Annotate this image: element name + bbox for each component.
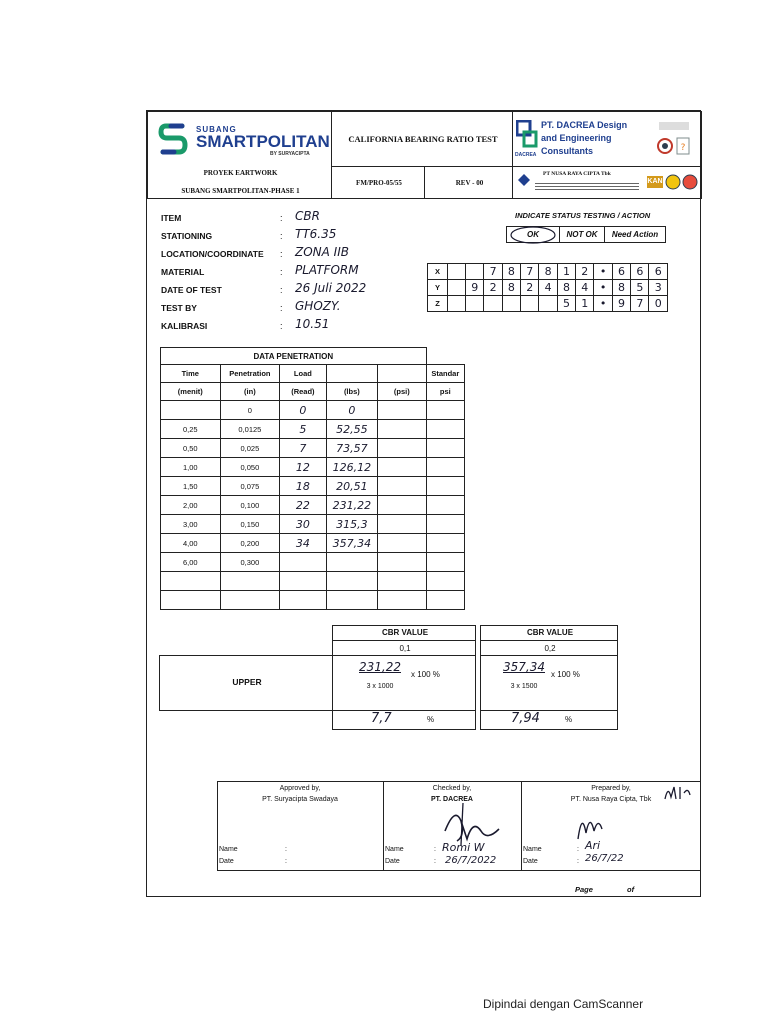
coord-cell: 2 [576,264,594,280]
penetration-cell: 0,25 [161,420,221,439]
info-value: 10.51 [295,317,330,331]
penetration-header-cell: Load [280,365,326,383]
coord-cell: 8 [539,264,557,280]
penetration-cell: 1,00 [161,458,221,477]
penetration-header-cell: psi [426,383,464,401]
coord-cell: 8 [612,280,630,296]
penetration-cell [426,401,464,420]
rev-box [424,166,513,199]
doc-title-box [331,111,513,167]
cbr-value-1-header [332,625,476,641]
prepared-company: PT. Nusa Raya Cipta, Tbk [570,796,652,803]
nrc-logo-icon [517,173,531,187]
coord-cell [502,296,520,312]
penetration-cell [220,591,280,610]
info-colon: : [280,285,283,295]
penetration-cell [280,591,326,610]
penetration-cell [378,515,426,534]
cbr-value-1-depth: 0,1 [399,644,411,653]
penetration-cell: 0 [220,401,280,420]
info-colon: : [280,213,283,223]
penetration-cell: 0,050 [220,458,280,477]
info-value: PLATFORM [295,263,359,277]
penetration-cell: 0,0125 [220,420,280,439]
penetration-cell [378,439,426,458]
brand-main-text: SMARTPOLITAN [196,132,330,151]
penetration-cell [426,534,464,553]
penetration-cell [280,572,326,591]
coord-cell: 8 [557,280,575,296]
penetration-cell [326,572,378,591]
coord-cell [448,296,466,312]
data-penetration-table [160,347,465,610]
penetration-header-cell: (menit) [161,383,221,401]
dacrea-logo-icon [516,120,538,150]
penetration-cell: 0,025 [220,439,280,458]
penetration-cell: 0,100 [220,496,280,515]
penetration-cell [161,572,221,591]
penetration-row [161,591,465,610]
checked-date-colon: : [434,858,436,865]
penetration-header-cell [326,365,378,383]
penetration-cell [220,572,280,591]
penetration-cell: 5 [280,420,326,439]
penetration-row [161,439,465,458]
cbr-value-2-title: CBR VALUE [526,628,574,637]
cbr-value-2-sub [480,640,618,656]
penetration-cell [378,553,426,572]
consultant-box [512,111,702,167]
cbr-value-2-result: 7,94 [511,711,540,726]
coord-cell: 8 [502,280,520,296]
kan-badge [647,176,663,188]
info-label: KALIBRASI [161,321,208,331]
prepared-date-colon: : [577,858,579,865]
approved-date-label: Date [219,858,234,865]
coord-row [428,264,668,280]
prepared-name-value: Ari [585,839,601,852]
info-label: LOCATION/COORDINATE [161,249,264,259]
penetration-cell [378,420,426,439]
coord-cell: 6 [631,264,649,280]
coord-axis: Y [428,280,448,296]
penetration-header-cell: (psi) [378,383,426,401]
cbr-value-1-result-box [332,710,476,730]
checked-name-value: Romi W [442,841,485,854]
project-line-2: SUBANG SMARTPOLITAN-PHASE 1 [181,187,300,195]
cert-badges-icon [665,173,699,191]
info-colon: : [280,321,283,331]
prepared-signature-icon [572,803,612,843]
penetration-header-cell: (Read) [280,383,326,401]
penetration-cell [280,553,326,572]
approved-name-label: Name [219,846,238,853]
penetration-header-cell: Time [161,365,221,383]
penetration-cell [378,458,426,477]
penetration-cell [378,401,426,420]
penetration-cell [426,496,464,515]
sig-divider-2 [521,781,522,871]
penetration-row [161,534,465,553]
penetration-header-cell: Penetration [220,365,280,383]
cbr-value-1-result: 7,7 [371,711,392,726]
dacrea-logo-label: DACREA [515,152,537,158]
prepared-date-label: Date [523,858,538,865]
contractor-name: PT NUSA RAYA CIPTA Tbk [543,171,611,177]
info-label: MATERIAL [161,267,205,277]
penetration-cell [161,591,221,610]
penetration-cell: 0,075 [220,477,280,496]
info-value: 26 Juli 2022 [295,281,367,295]
contractor-fineprint [535,181,639,193]
penetration-header-cell [378,365,426,383]
info-value: ZONA IIB [295,245,349,259]
penetration-row [161,420,465,439]
penetration-cell: 4,00 [161,534,221,553]
penetration-cell [426,515,464,534]
penetration-cell: 6,00 [161,553,221,572]
checked-company: PT. DACREA [430,796,473,803]
penetration-row [161,401,465,420]
penetration-row [161,515,465,534]
cbr-form-sheet [146,110,701,897]
cbr-value-2-header [480,625,618,641]
coord-cell [521,296,539,312]
cbr-value-2-denominator: 3 x 1500 [510,683,538,690]
penetration-cell [326,591,378,610]
info-colon: : [280,249,283,259]
coord-row [428,296,668,312]
penetration-cell: 2,00 [161,496,221,515]
cbr-value-1-percent: % [427,715,435,724]
penetration-cell [378,477,426,496]
penetration-cell: 22 [280,496,326,515]
penetration-title-blank [426,348,464,365]
coord-cell: • [594,280,612,296]
info-label: DATE OF TEST [161,285,222,295]
consultant-line-3: Consultants [541,146,594,156]
checked-signature-icon [437,801,507,846]
doc-code: FM/PRO-05/55 [356,179,402,187]
penetration-header-cell: Standar [426,365,464,383]
coord-axis: Z [428,296,448,312]
penetration-row [161,496,465,515]
cbr-value-2-multiplier: x 100 % [551,670,580,679]
penetration-header-row [161,383,465,401]
status-not-ok-button[interactable]: NOT OK [559,226,605,243]
cbr-value-2-numerator: 357,34 [503,660,545,674]
coord-cell [484,296,502,312]
penetration-cell [378,496,426,515]
penetration-cell: 1,50 [161,477,221,496]
info-value: CBR [295,209,320,223]
consultant-line-2: and Engineering [541,133,612,143]
coord-cell: 7 [521,264,539,280]
kan-badge-label: KAN [647,178,663,185]
penetration-cell [426,458,464,477]
penetration-cell: 0 [280,401,326,420]
coord-cell [466,296,484,312]
info-label: STATIONING [161,231,213,241]
info-label: ITEM [161,213,182,223]
smartpolitan-logo-icon [158,122,188,158]
penetration-cell [161,401,221,420]
page-label: Page [575,885,593,894]
penetration-row [161,458,465,477]
prepared-name-label: Name [523,846,542,853]
info-colon: : [280,231,283,241]
approved-company: PT. Suryacipta Swadaya [262,796,338,803]
penetration-cell: 126,12 [326,458,378,477]
cbr-value-1-formula [332,655,476,711]
info-colon: : [280,303,283,313]
penetration-cell: 20,51 [326,477,378,496]
checked-date-value: 26/7/2022 [445,855,497,866]
consultant-line-1: PT. DACREA Design [541,120,628,130]
rev-text: REV - 00 [455,179,484,187]
coord-cell [448,280,466,296]
penetration-cell [378,534,426,553]
coord-cell: 2 [484,280,502,296]
doc-code-box [331,166,425,199]
cbr-value-2-formula [480,655,618,711]
approved-name-colon: : [285,846,287,853]
cbr-value-1-sub [332,640,476,656]
info-colon: : [280,267,283,277]
penetration-cell: 0,300 [220,553,280,572]
ok-circled-mark-icon [509,225,557,245]
cbr-value-2-result-box [480,710,618,730]
coord-cell: 3 [649,280,668,296]
coord-row [428,280,668,296]
coord-cell: • [594,264,612,280]
penetration-cell: 12 [280,458,326,477]
penetration-cell: 0 [326,401,378,420]
penetration-cell [326,553,378,572]
coord-cell: 9 [466,280,484,296]
approved-date-colon: : [285,858,287,865]
upper-label: UPPER [232,677,262,687]
penetration-row [161,477,465,496]
coord-cell [466,264,484,280]
page-of-label: of [627,885,635,894]
status-title: INDICATE STATUS TESTING / ACTION [515,211,651,220]
coord-cell: 6 [649,264,668,280]
penetration-cell: 18 [280,477,326,496]
penetration-cell [426,420,464,439]
status-ok-label: OK [527,230,539,239]
prepared-date-value: 26/7/22 [585,853,624,864]
penetration-header-cell: (lbs) [326,383,378,401]
penetration-cell [426,553,464,572]
cbr-value-1-denominator: 3 x 1000 [366,683,394,690]
coord-cell: 2 [521,280,539,296]
coord-cell: 4 [539,280,557,296]
penetration-header-row [161,365,465,383]
sig-divider-1 [383,781,384,871]
penetration-cell [426,439,464,458]
penetration-cell [426,591,464,610]
penetration-cell: 73,57 [326,439,378,458]
coord-cell [539,296,557,312]
checked-name-label: Name [385,846,404,853]
certification-badges-icon [653,120,695,160]
penetration-cell: 30 [280,515,326,534]
coord-cell: 1 [576,296,594,312]
cbr-value-1-numerator: 231,22 [359,660,401,674]
brand-by-text: BY SURYACIPTA [270,151,310,157]
coordinate-table [427,263,668,312]
project-line-1: PROYEK EARTWORK [203,169,278,177]
coord-cell: 9 [612,296,630,312]
penetration-title-row [161,348,465,365]
checked-date-label: Date [385,858,400,865]
penetration-cell: 0,150 [220,515,280,534]
penetration-cell: 34 [280,534,326,553]
info-label: TEST BY [161,303,197,313]
approved-title: Approved by, [279,785,321,792]
penetration-title: DATA PENETRATION [161,348,427,365]
svg-text:?: ? [680,143,686,153]
coord-axis: X [428,264,448,280]
penetration-cell: 7 [280,439,326,458]
penetration-cell: 0,50 [161,439,221,458]
doc-title: CALIFORNIA BEARING RATIO TEST [348,134,498,144]
penetration-cell: 0,200 [220,534,280,553]
info-value: GHOZY. [295,299,341,313]
coord-cell: 8 [502,264,520,280]
coord-cell: 5 [631,280,649,296]
cbr-value-2-depth: 0,2 [544,644,556,653]
coord-cell: 7 [631,296,649,312]
penetration-cell [426,572,464,591]
penetration-cell: 52,55 [326,420,378,439]
coord-cell: 0 [649,296,668,312]
prepared-name-colon: : [577,846,579,853]
cbr-value-1-title: CBR VALUE [381,628,429,637]
prepared-initials-icon [662,783,692,803]
checked-name-colon: : [434,846,436,853]
penetration-cell [378,591,426,610]
checked-title: Checked by, [432,785,472,792]
upper-row-box [159,655,333,711]
coord-cell: 7 [484,264,502,280]
penetration-cell: 357,34 [326,534,378,553]
cbr-value-1-multiplier: x 100 % [411,670,440,679]
coord-cell [448,264,466,280]
status-need-action-button[interactable]: Need Action [604,226,666,243]
penetration-cell [378,572,426,591]
penetration-cell: 3,00 [161,515,221,534]
coord-cell: 5 [557,296,575,312]
camscanner-watermark: Dipindai dengan CamScanner [483,997,644,1011]
penetration-cell [426,477,464,496]
brand-top-text: SUBANG [196,125,237,134]
info-value: TT6.35 [295,227,337,241]
coord-cell: 1 [557,264,575,280]
coord-cell: 6 [612,264,630,280]
contractor-box [512,166,702,199]
status-ok-button[interactable] [506,226,560,243]
prepared-title: Prepared by, [591,785,631,792]
penetration-cell: 315,3 [326,515,378,534]
penetration-row [161,553,465,572]
cbr-value-2-percent: % [565,715,573,724]
penetration-header-cell: (in) [220,383,280,401]
coord-cell: 4 [576,280,594,296]
brand-box [147,111,332,199]
penetration-row [161,572,465,591]
coord-cell: • [594,296,612,312]
penetration-cell: 231,22 [326,496,378,515]
